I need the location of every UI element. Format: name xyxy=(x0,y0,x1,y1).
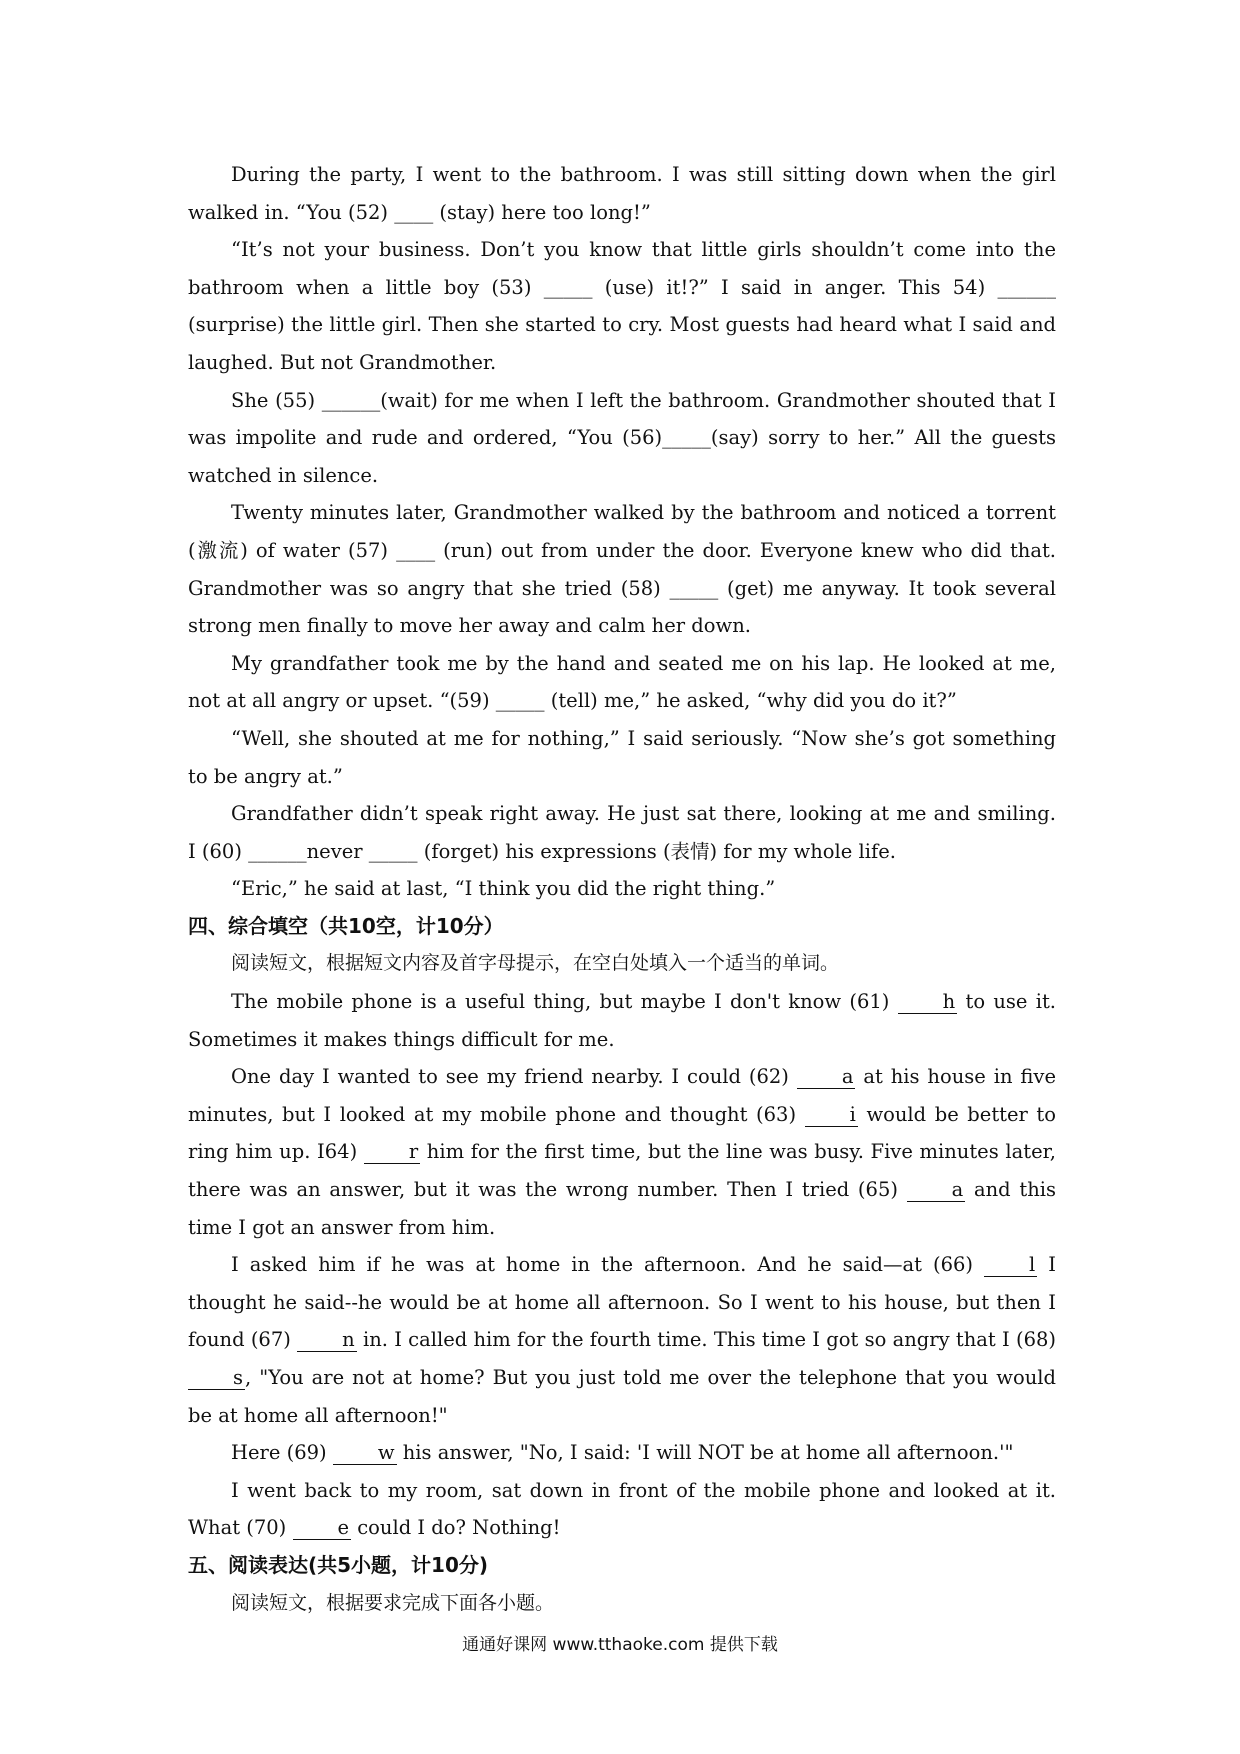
text: , "You are not at home? But you just told me over the telephone that you would be at home all afternoon!" xyxy=(188,1366,1056,1427)
section4-paragraph xyxy=(188,1472,1056,1547)
blank-61[interactable]: h xyxy=(898,991,958,1014)
blank-62[interactable]: a xyxy=(797,1066,856,1089)
story-paragraph: “Well, she shouted at me for nothing,” I said seriously. “Now she’s got something to be angry at.” xyxy=(188,726,1056,788)
text: I went back to my room, sat down in front of the mobile phone and looked at it. What (70) xyxy=(188,1478,1056,1540)
section4-heading: 四、综合填空（共10空，计10分） xyxy=(188,913,504,938)
text: would be better to ring him up. I64) xyxy=(188,1102,1056,1164)
section4-paragraph xyxy=(188,1058,1056,1246)
blank-65[interactable]: a xyxy=(907,1179,966,1202)
blank-66[interactable]: l xyxy=(984,1254,1037,1277)
text: in. I called him for the fourth time. This time I got so angry that I (68) xyxy=(356,1328,1056,1352)
story-paragraph: “It’s not your business. Don’t you know that little girls shouldn’t come into the bathroom when a little boy (53) _____ (use) it!?” I said in anger. This 54) ______ (surprise) the little girl. Then she started to cry. Most guests had heard what I said and laughed. But not Grandmother. xyxy=(188,238,1056,374)
section4-instruction: 阅读短文，根据短文内容及首字母提示，在空白处填入一个适当的单词。 xyxy=(231,952,840,975)
text: at his house in five minutes, but I looked at my mobile phone and thought (63) xyxy=(188,1065,1056,1126)
story-paragraph: “Eric,” he said at last, “I think you did the right thing.” xyxy=(231,877,776,901)
text: One day I wanted to see my friend nearby. I could (62) xyxy=(231,1065,797,1089)
blank-67[interactable]: n xyxy=(297,1329,357,1352)
text: The mobile phone is a useful thing, but maybe I don't know (61) xyxy=(231,990,898,1014)
text: I thought he said--he would be at home all afternoon. So I went to his house, but then I found (67) xyxy=(188,1253,1056,1352)
story-paragraph: She (55) ______(wait) for me when I left the bathroom. Grandmother shouted that I was impolite and rude and ordered, “You (56)_____(say) sorry to her.” All the guests watched in silence. xyxy=(188,388,1056,487)
text: his answer, "No, I said: 'I will NOT be at home all afternoon.'" xyxy=(396,1441,1014,1465)
blank-70[interactable]: e xyxy=(293,1517,352,1540)
story-paragraph: Twenty minutes later, Grandmother walked by the bathroom and noticed a torrent (激流) of water (57) ____ (run) out from under the door. Everyone knew who did that. Grandmother was so angry that she tried (58) _____ (get) me anyway. It took several strong men finally to move her away and calm her down. xyxy=(188,501,1056,638)
section4-paragraph xyxy=(188,1434,1056,1472)
blank-63[interactable]: i xyxy=(805,1104,858,1127)
blank-68[interactable]: s xyxy=(188,1367,245,1390)
page-content xyxy=(188,156,1056,1622)
page-footer: 通通好课网 www.tthaoke.com 提供下载 xyxy=(462,1635,778,1655)
section4-paragraph xyxy=(188,983,1056,1058)
text: to use it. Sometimes it makes things difficult for me. xyxy=(188,990,1056,1051)
section5-instruction: 阅读短文，根据要求完成下面各小题。 xyxy=(231,1591,555,1614)
story-paragraph: My grandfather took me by the hand and seated me on his lap. He looked at me, not at all angry or upset. “(59) _____ (tell) me,” he asked, “why did you do it?” xyxy=(188,651,1056,713)
text: could I do? Nothing! xyxy=(351,1516,561,1540)
section4-paragraph xyxy=(188,1246,1056,1434)
text: Here (69) xyxy=(231,1441,333,1465)
blank-69[interactable]: w xyxy=(333,1442,397,1465)
story-paragraph: Grandfather didn’t speak right away. He just sat there, looking at me and smiling. I (60) ______never _____ (forget) his expressions (表情) for my whole life. xyxy=(188,802,1056,863)
blank-64[interactable]: r xyxy=(364,1141,420,1164)
text: and this time I got an answer from him. xyxy=(188,1178,1056,1239)
text: him for the first time, but the line was busy. Five minutes later, there was an answer, but it was the wrong number. Then I tried (65) xyxy=(188,1140,1056,1202)
story-paragraph: During the party, I went to the bathroom. I was still sitting down when the girl walked in. “You (52) ____ (stay) here too long!” xyxy=(188,163,1056,224)
section5-heading: 五、阅读表达(共5小题，计10分) xyxy=(188,1552,489,1577)
text: I asked him if he was at home in the afternoon. And he said—at (66) xyxy=(231,1253,985,1277)
